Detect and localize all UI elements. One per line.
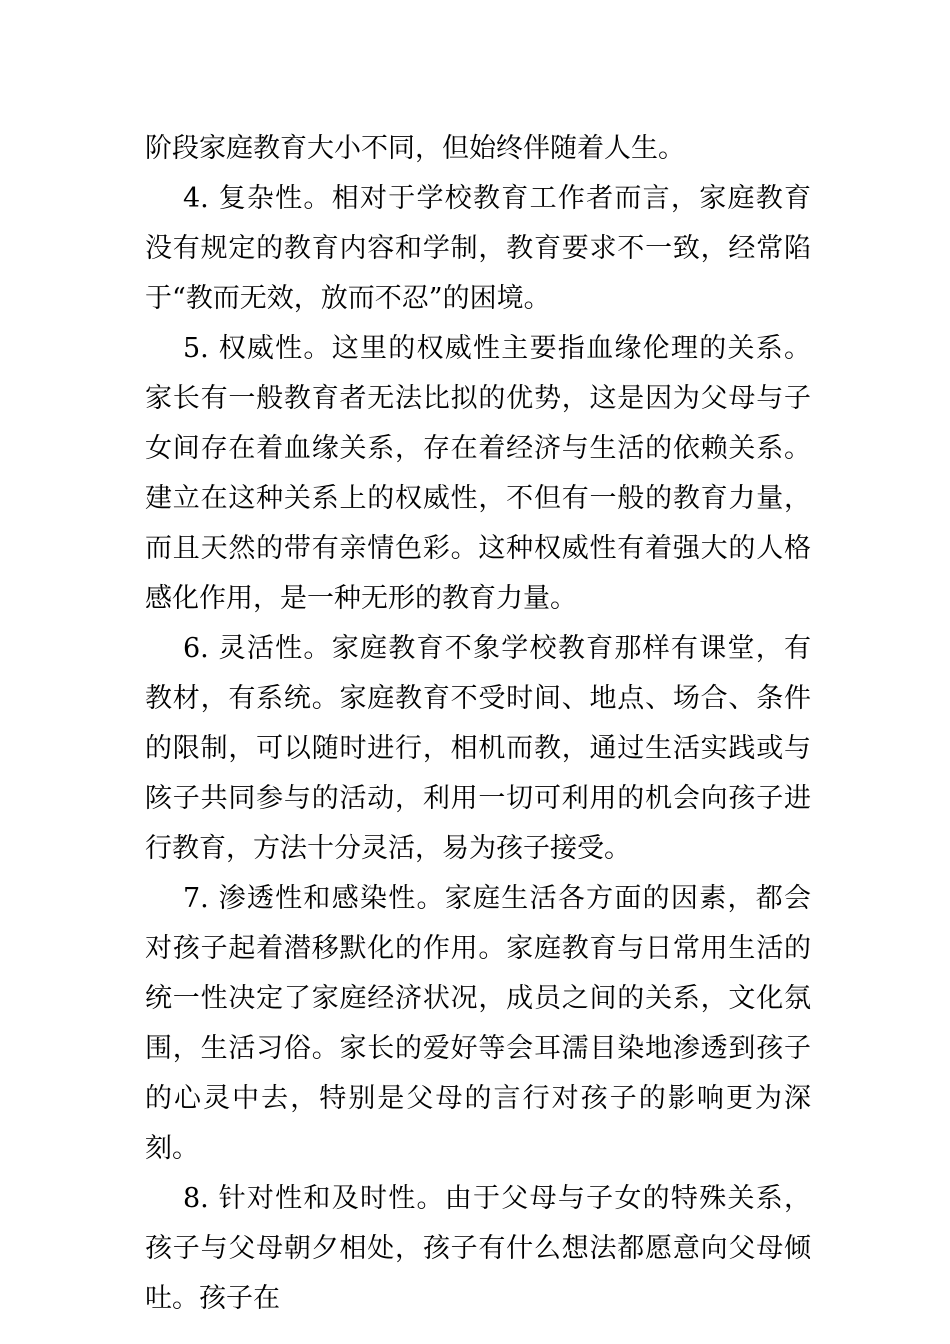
paragraph-flexibility: 6. 灵活性。家庭教育不象学校教育那样有课堂，有教材，有系统。家庭教育不受时间、地点、场合、条件的限制，可以随时进行，相机而教，通过生活实践或与陔子共同参与的活动，利用一切可利用的机会向孩子进行教育，方法十分灵活，易为孩子接受。 — [145, 633, 811, 864]
paragraph-pertinence: 8. 针对性和及时性。由于父母与子女的特殊关系，孩子与父母朝夕相处，孩子有什么想法都愿意向父母倾吐。孩子在 — [145, 1183, 811, 1314]
paragraph-permeability: 7. 渗透性和感染性。家庭生活各方面的因素，都会对孩子起着潜移默化的作用。家庭教育与日常用生活的统一性决定了家庭经济状况，成员之间的关系，文化氛围，生活习俗。家长的爱好等会耳濡目染地渗透到孩子的心灵中去，特别是父母的言行对孩子的影响更为深刻。 — [145, 883, 811, 1164]
paragraph-authority: 5. 权威性。这里的权威性主要指血缘伦理的关系。家长有一般教育者无法比拟的优势，这是因为父母与子女间存在着血缘关系，存在着经济与生活的依赖关系。建立在这种关系上的权威性，不但有一般的教育力量，而且天然的带有亲情色彩。这种权威性有着强大的人格感化作用，是一种无形的教育力量。 — [145, 333, 811, 614]
paragraph-complexity: 4. 复杂性。相对于学校教育工作者而言，家庭教育没有规定的教育内容和学制，教育要求不一致，经常陷于“教而无效，放而不忍”的困境。 — [145, 183, 811, 314]
paragraph-continuation: 阶段家庭教育大小不同，但始终伴随着人生。 — [145, 133, 685, 164]
body-text — [145, 124, 811, 1324]
